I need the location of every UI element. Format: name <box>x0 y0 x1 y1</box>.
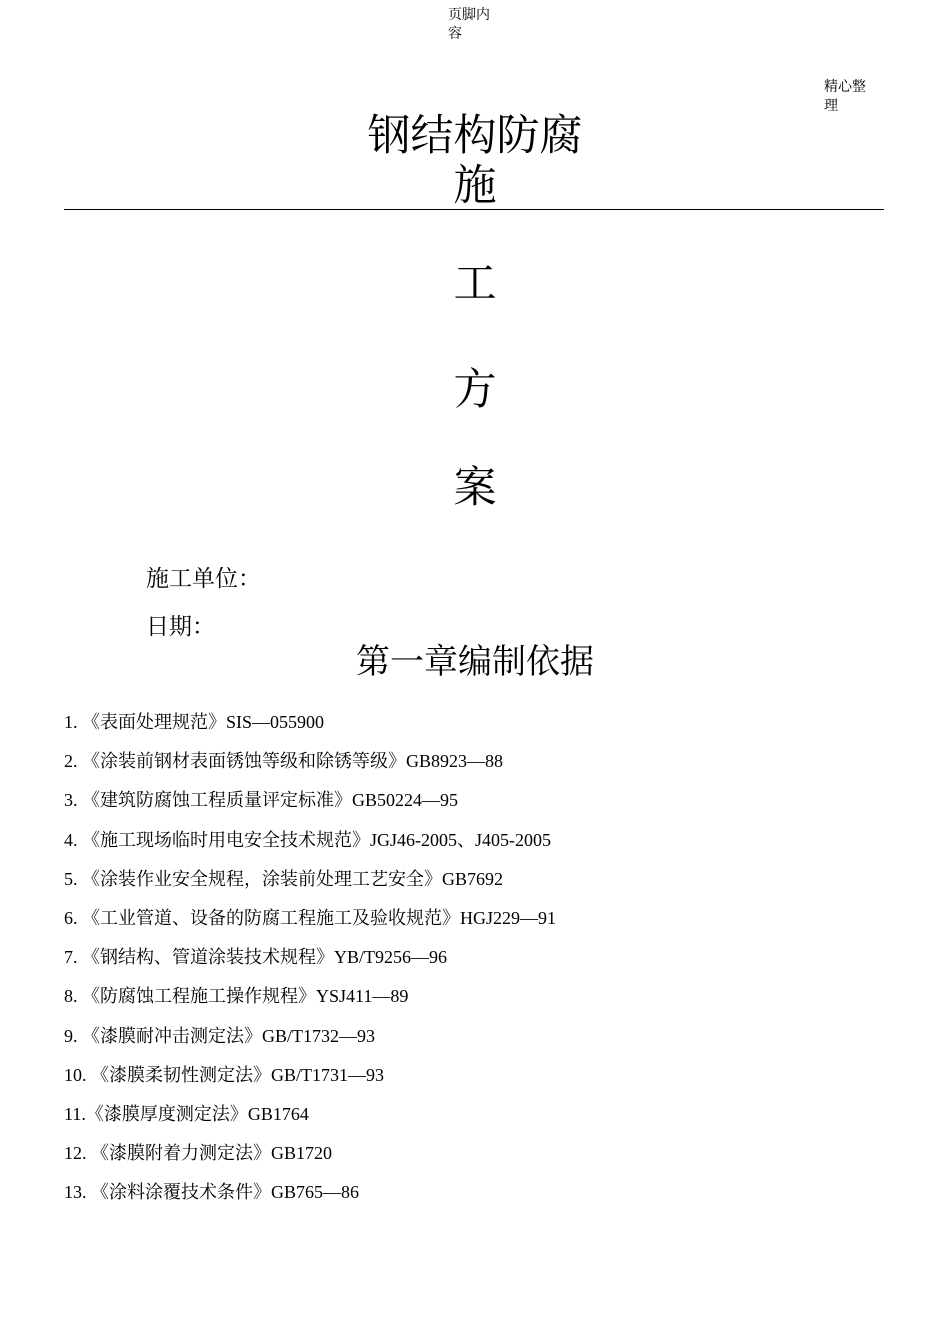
date-label: 日期： <box>146 614 215 640</box>
reference-item: 7. 《钢结构、管道涂装技术规程》YB/T9256—96 <box>64 947 447 968</box>
reference-list <box>64 711 556 1220</box>
reference-item: 2. 《涂装前钢材表面锈蚀等级和除锈等级》GB8923—88 <box>64 751 504 772</box>
document-title-char-gong: 工 <box>453 259 497 309</box>
chapter-heading: 第一章编制依据 <box>356 642 594 682</box>
construction-unit-label: 施工单位： <box>146 566 261 592</box>
footer-note: 页脚内容 <box>448 7 490 42</box>
reference-item: 11.《漆膜厚度测定法》GB1764 <box>64 1103 309 1124</box>
document-title-char-fang: 方 <box>453 365 497 415</box>
title-divider <box>64 209 884 210</box>
document-title-line2: 施 <box>453 161 497 211</box>
reference-item: 10. 《漆膜柔韧性测定法》GB/T1731—93 <box>64 1064 384 1085</box>
corner-note: 精心整理 <box>824 79 866 114</box>
document-title-char-an: 案 <box>453 463 497 513</box>
reference-item: 4. 《施工现场临时用电安全技术规范》JGJ46-2005、J405-2005 <box>64 829 552 850</box>
reference-item: 5. 《涂装作业安全规程，涂装前处理工艺安全》GB7692 <box>64 868 504 889</box>
reference-item: 1. 《表面处理规范》SIS—055900 <box>64 712 325 732</box>
reference-item: 13. 《涂料涂覆技术条件》GB765—86 <box>64 1182 360 1203</box>
reference-item: 12. 《漆膜附着力测定法》GB1720 <box>64 1143 333 1164</box>
reference-item: 6. 《工业管道、设备的防腐工程施工及验收规范》HGJ229—91 <box>64 907 557 928</box>
reference-item: 3. 《建筑防腐蚀工程质量评定标准》GB50224—95 <box>64 790 459 811</box>
document-title-line1: 钢结构防腐 <box>367 111 583 161</box>
reference-item: 8. 《防腐蚀工程施工操作规程》YSJ411—89 <box>64 986 409 1007</box>
reference-item: 9. 《漆膜耐冲击测定法》GB/T1732—93 <box>64 1025 375 1046</box>
